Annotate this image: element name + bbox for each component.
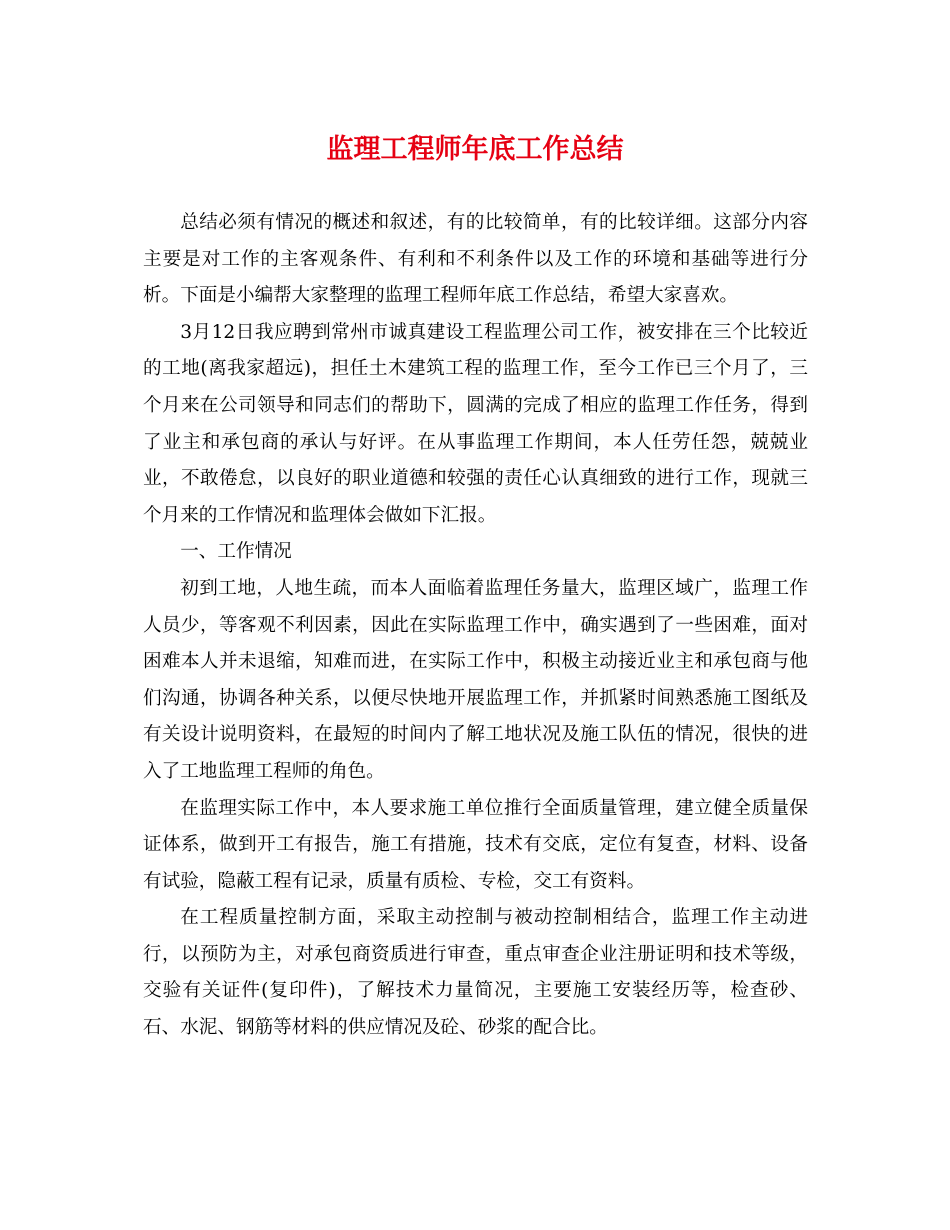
document-body: [143, 205, 808, 1047]
section-heading-work-situation: 一、工作情况: [180, 541, 292, 563]
paragraph-intro: 总结必须有情况的概述和叙述，有的比较简单，有的比较详细。这部分内容主要是对工作的主客观条件、有利和不利条件以及工作的环境和基础等进行分析。下面是小编帮大家整理的监理工程师年底工作总结，希望大家喜欢。: [143, 212, 808, 307]
paragraph-background: 3月12日我应聘到常州市诚真建设工程监理公司工作，被安排在三个比较近的工地(离我家超远)，担任土木建筑工程的监理工作，至今工作已三个月了，三个月来在公司领导和同志们的帮助下，圆满的完成了相应的监理工作任务，得到了业主和承包商的承认与好评。在从事监理工作期间，本人任劳任怨，兢兢业业，不敢倦怠，以良好的职业道德和较强的责任心认真细致的进行工作，现就三个月来的工作情况和监理体会做如下汇报。: [143, 321, 808, 526]
paragraph-quality-management: 在监理实际工作中，本人要求施工单位推行全面质量管理，建立健全质量保证体系，做到开工有报告，施工有措施，技术有交底，定位有复查，材料、设备有试验，隐蔽工程有记录，质量有质检、专检，交工有资料。: [143, 797, 808, 892]
paragraph-quality-control: 在工程质量控制方面，采取主动控制与被动控制相结合，监理工作主动进行，以预防为主，对承包商资质进行审查，重点审查企业注册证明和技术等级，交验有关证件(复印件)，了解技术力量简况，主要施工安装经历等，检查砂、石、水泥、钢筋等材料的供应情况及砼、砂浆的配合比。: [143, 907, 808, 1039]
document-title: 监理工程师年底工作总结: [326, 134, 624, 165]
paragraph-initial-work: 初到工地，人地生疏，而本人面临着监理任务量大，监理区域广，监理工作人员少，等客观不利因素，因此在实际监理工作中，确实遇到了一些困难，面对困难本人并未退缩，知难而进，在实际工作中，积极主动接近业主和承包商与他们沟通，协调各种关系，以便尽快地开展监理工作，并抓紧时间熟悉施工图纸及有关设计说明资料，在最短的时间内了解工地状况及施工队伍的情况，很快的进入了工地监理工程师的角色。: [143, 577, 808, 782]
